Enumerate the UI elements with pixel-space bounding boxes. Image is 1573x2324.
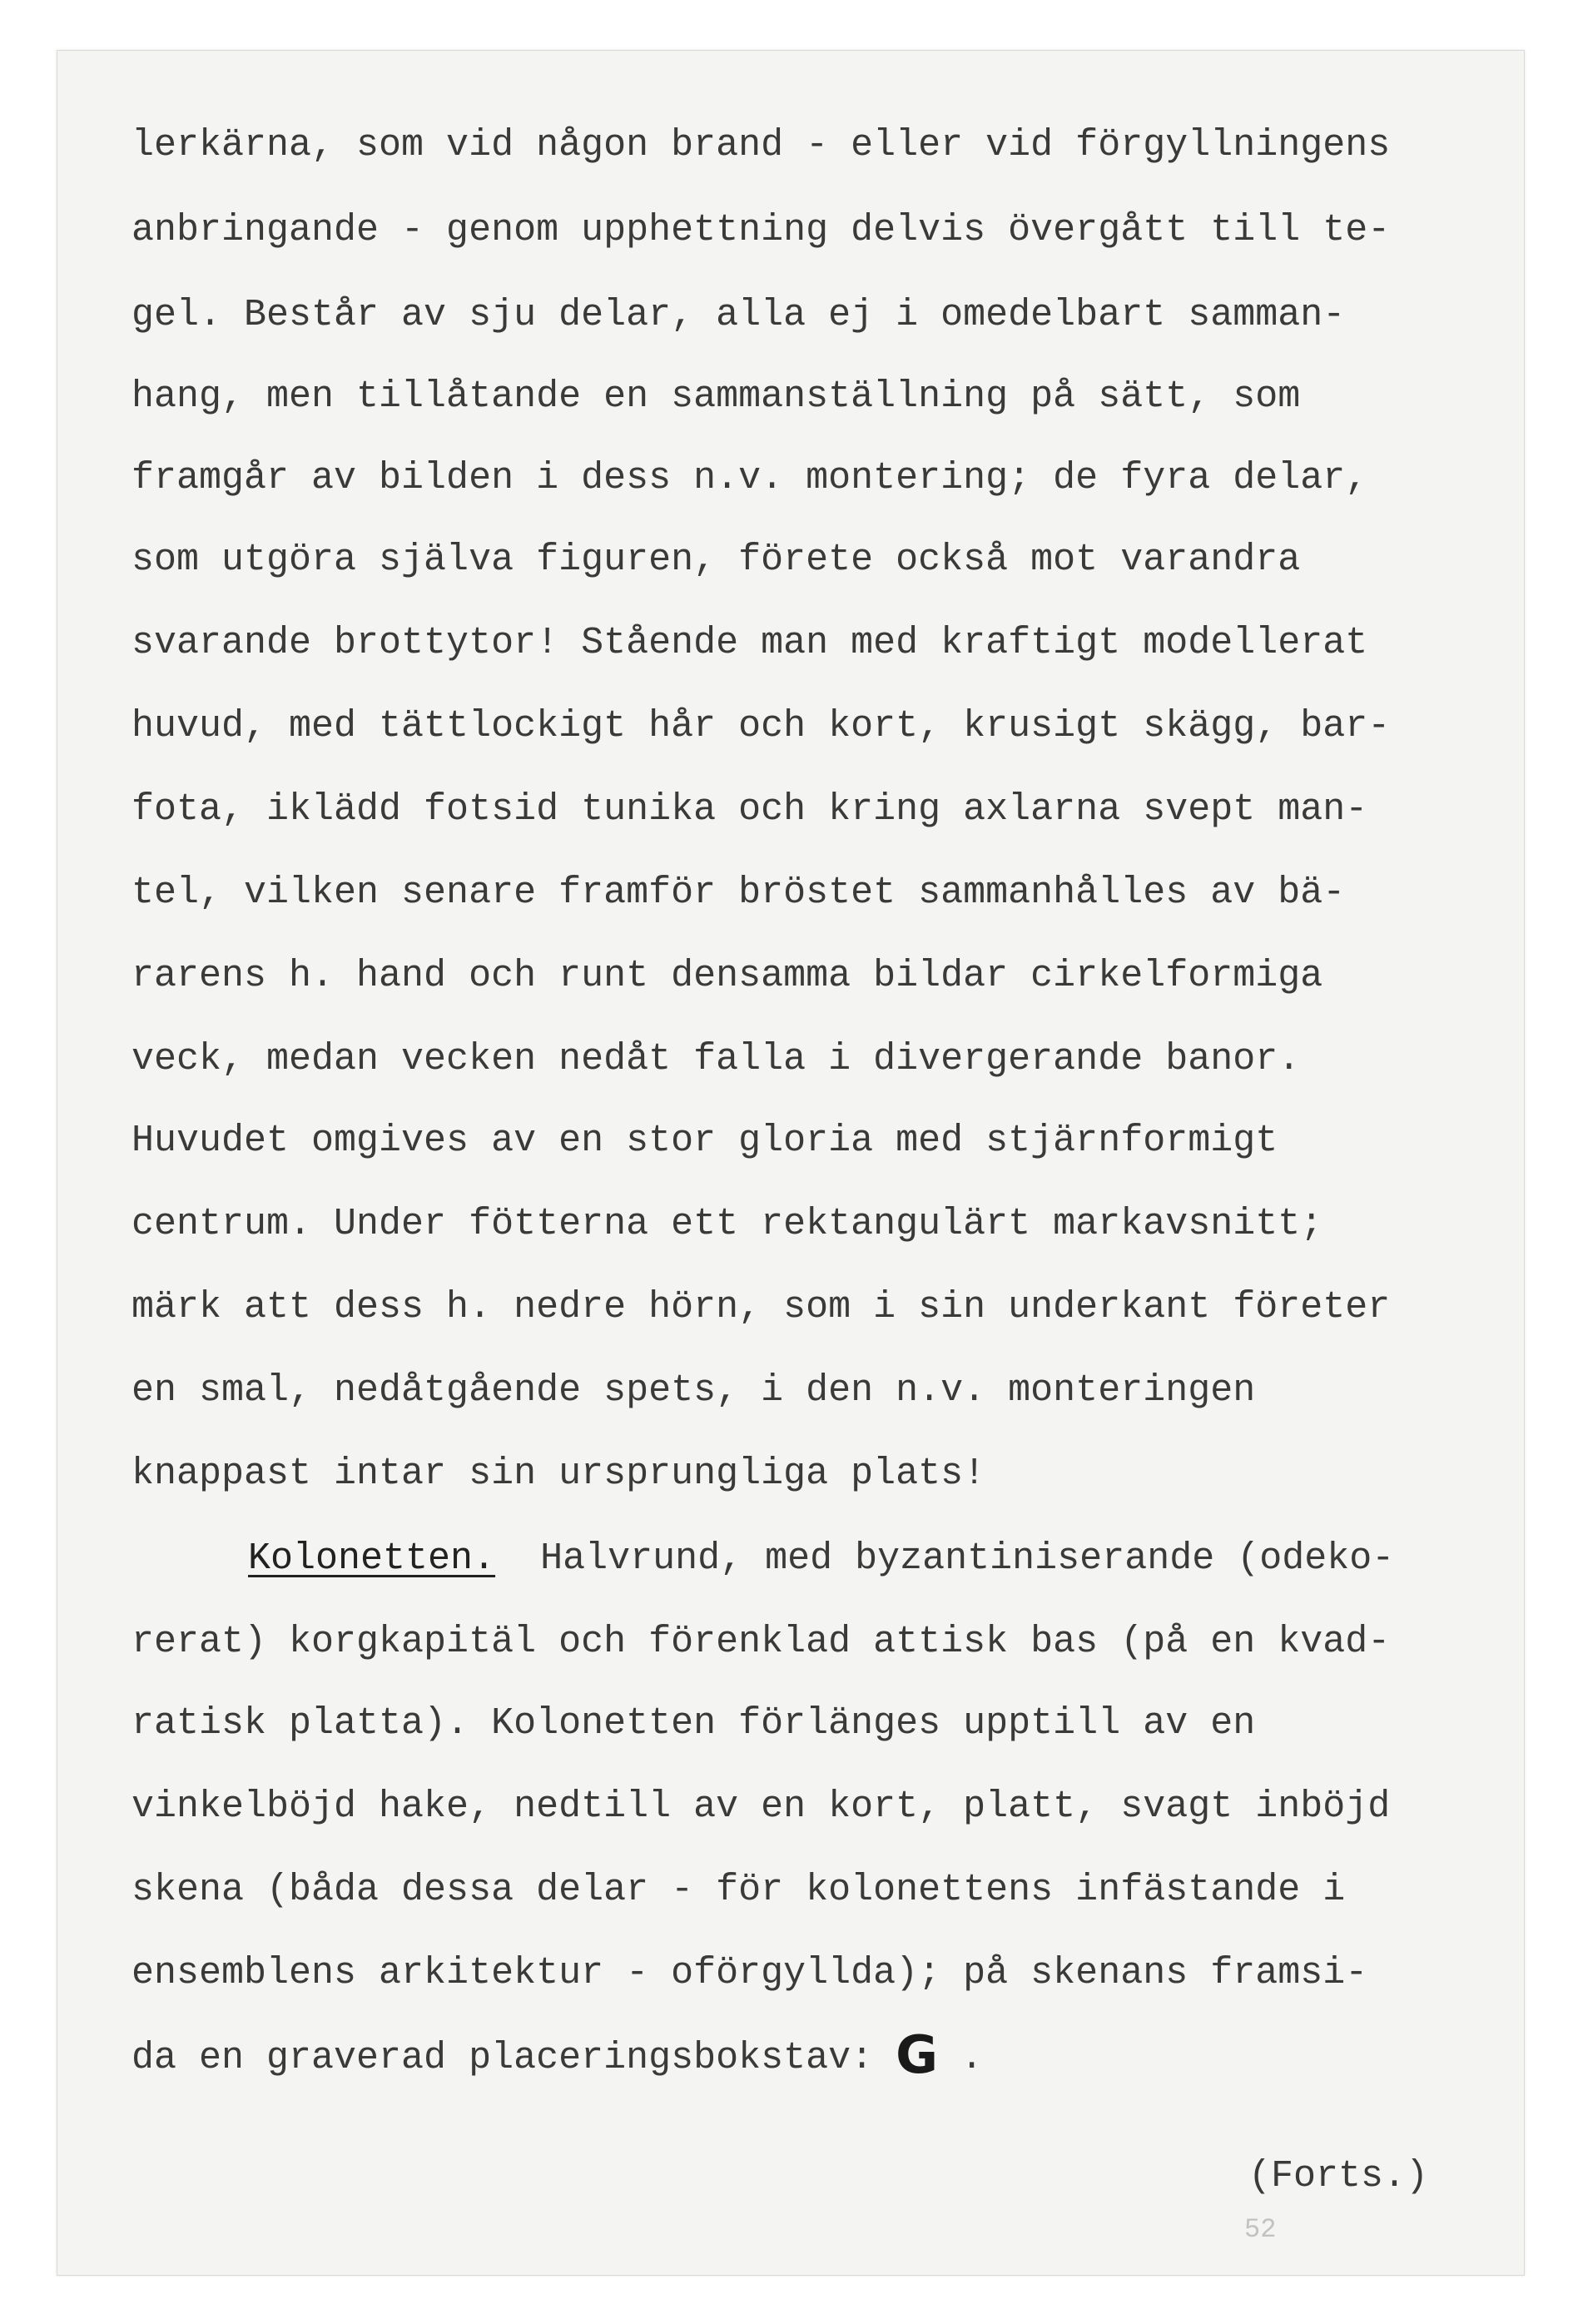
last-line-period: . bbox=[960, 2037, 984, 2079]
text-line: svarande brottytor! Stående man med kraftigt modellerat bbox=[131, 622, 1368, 664]
text-line: veck, medan vecken nedåt falla i divergerande banor. bbox=[131, 1038, 1301, 1080]
text-line: en smal, nedåtgående spets, i den n.v. monteringen bbox=[131, 1369, 1256, 1412]
text-line: lerkärna, som vid någon brand - eller vid förgyllningens bbox=[131, 124, 1391, 166]
page-number: 52 bbox=[1244, 2214, 1277, 2245]
text-line: skena (båda dessa delar - för kolonettens infästande i bbox=[131, 1869, 1346, 1911]
text-line: knappast intar sin ursprungliga plats! bbox=[131, 1452, 986, 1495]
section-last-line bbox=[131, 2024, 984, 2085]
last-line-text: da en graverad placeringsbokstav: bbox=[131, 2037, 874, 2079]
text-line: rerat) korgkapitäl och förenklad attisk bas (på en kvad- bbox=[131, 1621, 1391, 1663]
text-line: rarens h. hand och runt densamma bildar cirkelformiga bbox=[131, 955, 1323, 997]
placement-letter: G bbox=[896, 2024, 939, 2085]
text-line: huvud, med tättlockigt hår och kort, krusigt skägg, bar- bbox=[131, 705, 1391, 747]
text-line: märk att dess h. nedre hörn, som i sin underkant företer bbox=[131, 1286, 1391, 1328]
text-line: som utgöra själva figuren, förete också mot varandra bbox=[131, 539, 1301, 581]
text-line: gel. Består av sju delar, alla ej i omedelbart samman- bbox=[131, 294, 1346, 336]
text-line: hang, men tillåtande en sammanställning på sätt, som bbox=[131, 375, 1301, 418]
continuation-note: (Forts.) bbox=[1248, 2155, 1429, 2197]
text-line: fota, iklädd fotsid tunika och kring axlarna svept man- bbox=[131, 788, 1368, 831]
text-line: framgår av bilden i dess n.v. montering; de fyra delar, bbox=[131, 457, 1368, 499]
text-line: Huvudet omgives av en stor gloria med stjärnformigt bbox=[131, 1120, 1278, 1162]
text-line: ensemblens arkitektur - oförgyllda); på skenans framsi- bbox=[131, 1952, 1368, 1994]
text-line: vinkelböjd hake, nedtill av en kort, platt, svagt inböjd bbox=[131, 1785, 1391, 1828]
text-line: tel, vilken senare framför bröstet sammanhålles av bä- bbox=[131, 872, 1346, 914]
section-first-line-text: Halvrund, med byzantiniserande (odeko- bbox=[540, 1537, 1395, 1580]
text-line: centrum. Under fötterna ett rektangulärt markavsnitt; bbox=[131, 1203, 1323, 1245]
text-line: anbringande - genom upphettning delvis övergått till te- bbox=[131, 209, 1391, 251]
section-title: Kolonetten. bbox=[248, 1537, 496, 1580]
text-line: ratisk platta). Kolonetten förlänges upptill av en bbox=[131, 1702, 1256, 1745]
section-first-line bbox=[248, 1538, 1394, 1580]
